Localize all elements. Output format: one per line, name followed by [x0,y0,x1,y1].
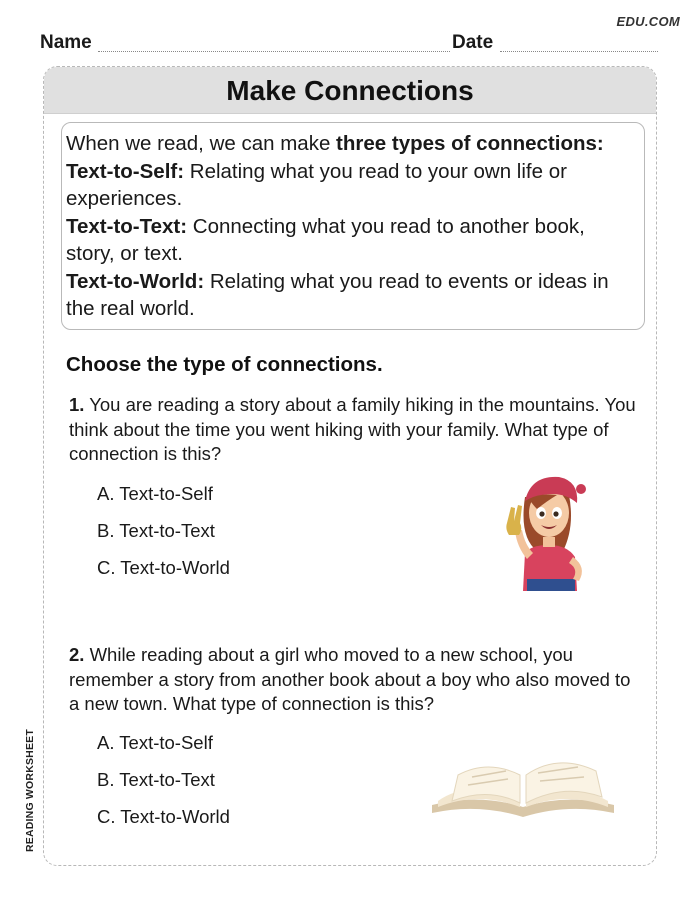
question-1 [69,393,644,467]
question-text: While reading about a girl who moved to a new school, you remember a story from another book about a boy who also moved to a new town. What type of connection is this? [69,644,631,714]
instructions-heading: Choose the type of connections. [66,353,383,376]
definition-term: Text-to-World: [66,269,205,293]
question-number: 2. [69,644,85,665]
edu-logo: EDU.COM [616,14,680,29]
definition-term: Text-to-Self: [66,159,185,183]
name-date-row [40,30,658,56]
text-to-text-definition [66,213,638,268]
definition-text: Relating what you read to events or ideas in the real world. [66,269,609,320]
date-line[interactable] [500,51,658,52]
intro-lead-text: When we read, we can make [66,132,337,155]
definition-text: Connecting what you read to another book, story, or text. [66,214,585,265]
intro-lead-bold: three types of connections: [336,132,604,155]
open-book-illustration [428,745,618,821]
q2-option-c[interactable]: C. Text-to-World [97,806,230,827]
text-to-world-definition [66,268,638,323]
reading-worksheet-label: READING WORKSHEET [24,729,36,852]
question-2 [69,643,644,717]
name-line[interactable] [98,51,450,52]
girl-peace-sign-illustration [497,467,597,593]
q1-option-a[interactable]: A. Text-to-Self [97,483,213,504]
text-to-self-definition [66,158,638,213]
question-text: You are reading a story about a family hiking in the mountains. You think about the time you went hiking with your family. What type of connection is this? [69,394,636,464]
q1-option-c[interactable]: C. Text-to-World [97,557,230,578]
intro-lead [66,130,638,158]
connections-info-box [61,122,645,330]
name-label: Name [40,32,92,53]
date-label: Date [452,32,494,53]
q2-option-a[interactable]: A. Text-to-Self [97,732,213,753]
definition-text: Relating what you read to your own life or experiences. [66,159,567,210]
definition-term: Text-to-Text: [66,214,188,238]
worksheet-title: Make Connections [44,67,656,114]
question-number: 1. [69,394,85,415]
q2-option-b[interactable]: B. Text-to-Text [97,769,215,790]
q1-option-b[interactable]: B. Text-to-Text [97,520,215,541]
